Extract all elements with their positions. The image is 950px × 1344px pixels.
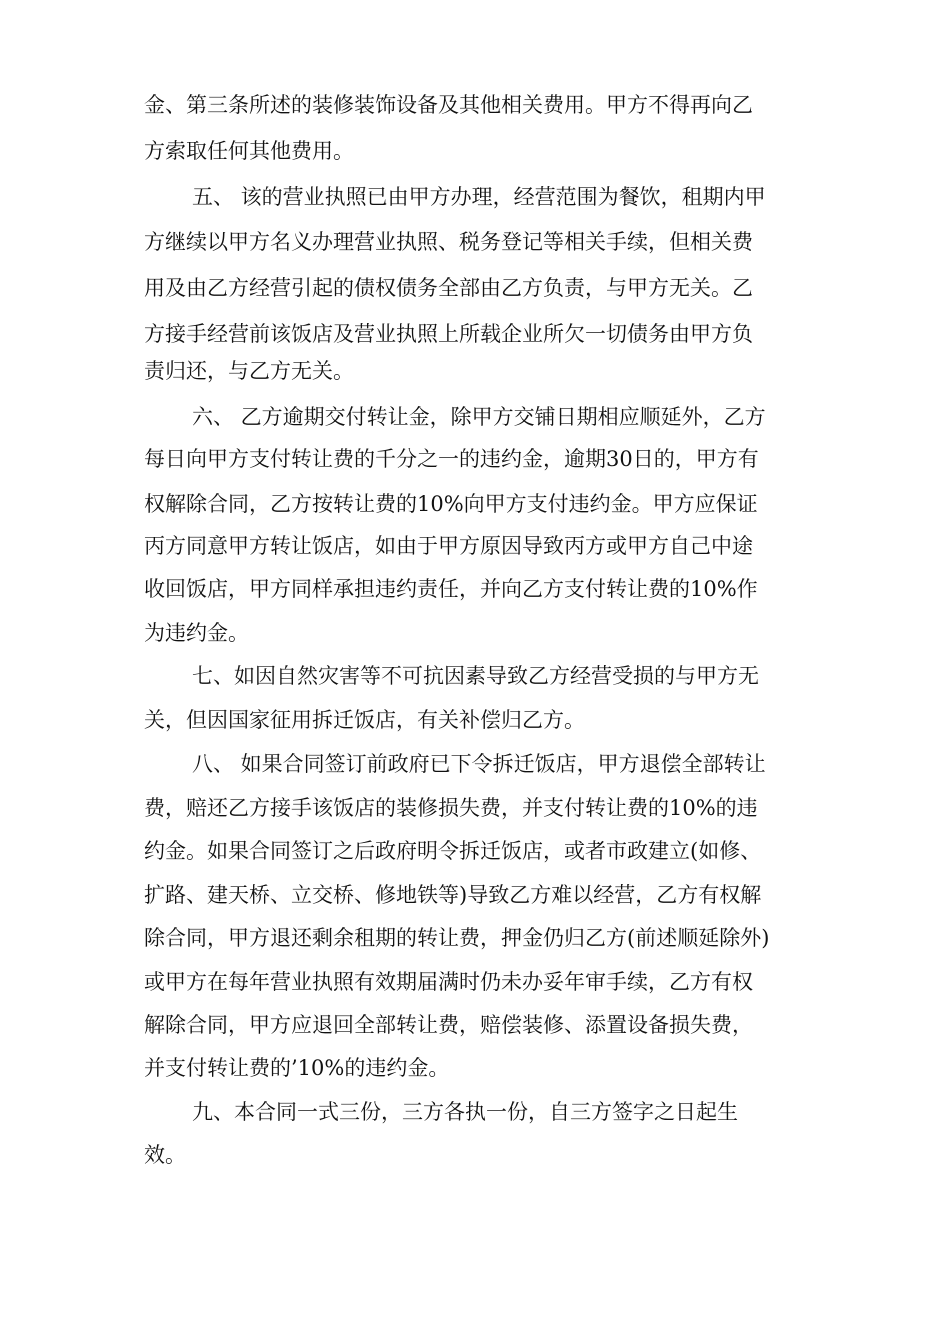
text-line: 七、如因自然灾害等不可抗因素导致乙方经营受损的与甲方无 bbox=[192, 664, 759, 688]
text-line: 每日向甲方支付转让费的千分之一的违约金，逾期30日的，甲方有 bbox=[144, 447, 759, 471]
text-line: 效。 bbox=[144, 1143, 186, 1167]
text-line: 扩路、建天桥、立交桥、修地铁等)导致乙方难以经营，乙方有权解 bbox=[144, 883, 762, 907]
text-line: 八、 如果合同签订前政府已下令拆迁饭店，甲方退偿全部转让 bbox=[192, 752, 766, 776]
text-line: 方索取任何其他费用。 bbox=[144, 139, 354, 163]
text-line: 解除合同，甲方应退回全部转让费，赔偿装修、添置设备损失费， bbox=[144, 1013, 753, 1037]
text-line: 九、本合同一式三份，三方各执一份，自三方签字之日起生 bbox=[192, 1100, 738, 1124]
text-line: 为违约金。 bbox=[144, 621, 249, 645]
text-line: 五、 该的营业执照已由甲方办理，经营范围为餐饮，租期内甲 bbox=[192, 185, 766, 209]
text-line: 或甲方在每年营业执照有效期届满时仍未办妥年审手续，乙方有权 bbox=[144, 970, 753, 994]
text-line: 收回饭店，甲方同样承担违约责任，并向乙方支付转让费的10%作 bbox=[144, 577, 758, 601]
text-line: 关，但因国家征用拆迁饭店，有关补偿归乙方。 bbox=[144, 708, 585, 732]
text-line: 并支付转让费的’10%的违约金。 bbox=[144, 1056, 450, 1080]
text-line: 六、 乙方逾期交付转让金，除甲方交铺日期相应顺延外，乙方 bbox=[192, 405, 766, 429]
text-line: 用及由乙方经营引起的债权债务全部由乙方负责，与甲方无关。乙 bbox=[144, 276, 753, 300]
text-line: 责归还，与乙方无关。 bbox=[144, 359, 354, 383]
text-line: 除合同，甲方退还剩余租期的转让费，押金仍归乙方(前述顺延除外) bbox=[144, 926, 770, 950]
text-line: 权解除合同，乙方按转让费的10%向甲方支付违约金。甲方应保证 bbox=[144, 492, 758, 516]
text-line: 金、第三条所述的装修装饰设备及其他相关费用。甲方不得再向乙 bbox=[144, 93, 753, 117]
text-line: 约金。如果合同签订之后政府明令拆迁饭店，或者市政建立(如修、 bbox=[144, 839, 762, 863]
text-line: 费，赔还乙方接手该饭店的装修损失费，并支付转让费的10%的违 bbox=[144, 796, 758, 820]
text-line: 方继续以甲方名义办理营业执照、税务登记等相关手续，但相关费 bbox=[144, 230, 753, 254]
text-line: 方接手经营前该饭店及营业执照上所载企业所欠一切债务由甲方负 bbox=[144, 322, 753, 346]
text-line: 丙方同意甲方转让饭店，如由于甲方原因导致丙方或甲方自己中途 bbox=[144, 534, 753, 558]
